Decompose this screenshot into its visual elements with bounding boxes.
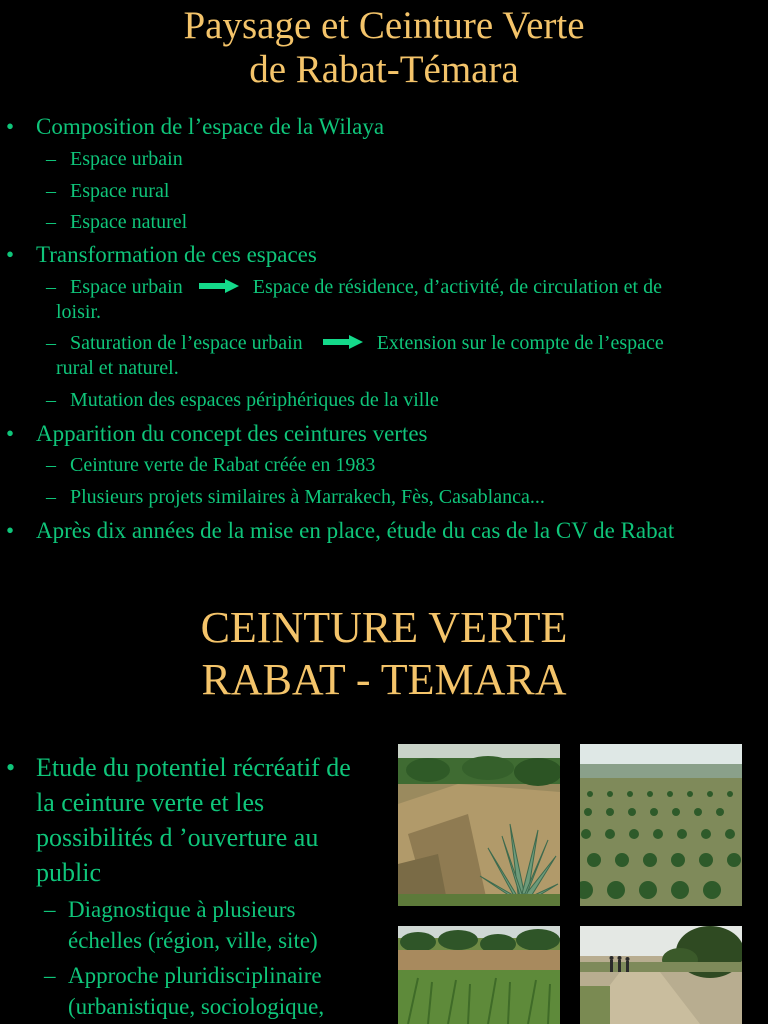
slide1-title-line2: de Rabat-Témara bbox=[249, 48, 519, 91]
sub-saturation-continuation: rural et naturel. bbox=[56, 357, 179, 379]
photo-agave-field bbox=[398, 744, 560, 906]
sub-approche: – Approche pluridisciplinaire (urbanistique, sociologique, bbox=[68, 960, 368, 1022]
photo-tree-rows bbox=[580, 744, 742, 906]
sub-diagnostique: – Diagnostique à plusieurs échelles (région, ville, site) bbox=[68, 894, 368, 956]
slide2-title-line2: RABAT - TEMARA bbox=[201, 655, 567, 704]
sub-espace-rural: – Espace rural bbox=[70, 179, 169, 204]
right-arrow-icon bbox=[323, 335, 363, 349]
bullet-transformation: • Transformation de ces espaces bbox=[36, 241, 317, 269]
sub-ceinture-1983: – Ceinture verte de Rabat créée en 1983 bbox=[70, 453, 375, 478]
sub-urbain-right: Espace de résidence, d’activité, de circulation et de bbox=[252, 276, 662, 298]
slide2-title bbox=[0, 602, 768, 706]
sub-urbain-continuation: loisir. bbox=[56, 301, 102, 323]
sub-saturation-right: Extension sur le compte de l’espace bbox=[376, 332, 664, 354]
bullet-composition: • Composition de l’espace de la Wilaya bbox=[36, 113, 384, 141]
sub-espace-naturel: – Espace naturel bbox=[70, 210, 187, 235]
bullet-potentiel-recreatif: • Etude du potentiel récréatif de la ceinture verte et les possibilités d ’ouverture au public bbox=[36, 750, 366, 890]
sub-projets-similaires: – Plusieurs projets similaires à Marrakech, Fès, Casablanca... bbox=[70, 485, 545, 510]
sub-saturation bbox=[70, 331, 664, 356]
bullet-apparition: • Apparition du concept des ceintures vertes bbox=[36, 420, 428, 448]
photo-path-walkers bbox=[580, 926, 742, 1024]
sub-espace-urbain: – Espace urbain bbox=[70, 147, 183, 172]
sub-saturation-left: Saturation de l’espace urbain bbox=[70, 332, 303, 354]
bullet-etude-cas: • Après dix années de la mise en place, étude du cas de la CV de Rabat bbox=[36, 517, 674, 545]
sub-urbain-left: Espace urbain bbox=[70, 276, 183, 298]
sub-urbain-transformation bbox=[70, 275, 662, 300]
right-arrow-icon bbox=[199, 279, 239, 293]
sub-mutation: – Mutation des espaces périphériques de la ville bbox=[70, 388, 439, 413]
photo-field-trees bbox=[398, 926, 560, 1024]
slide2-title-line1: CEINTURE VERTE bbox=[200, 603, 568, 652]
slide1-title-line1: Paysage et Ceinture Verte bbox=[183, 4, 585, 47]
slide1-title bbox=[0, 4, 768, 92]
